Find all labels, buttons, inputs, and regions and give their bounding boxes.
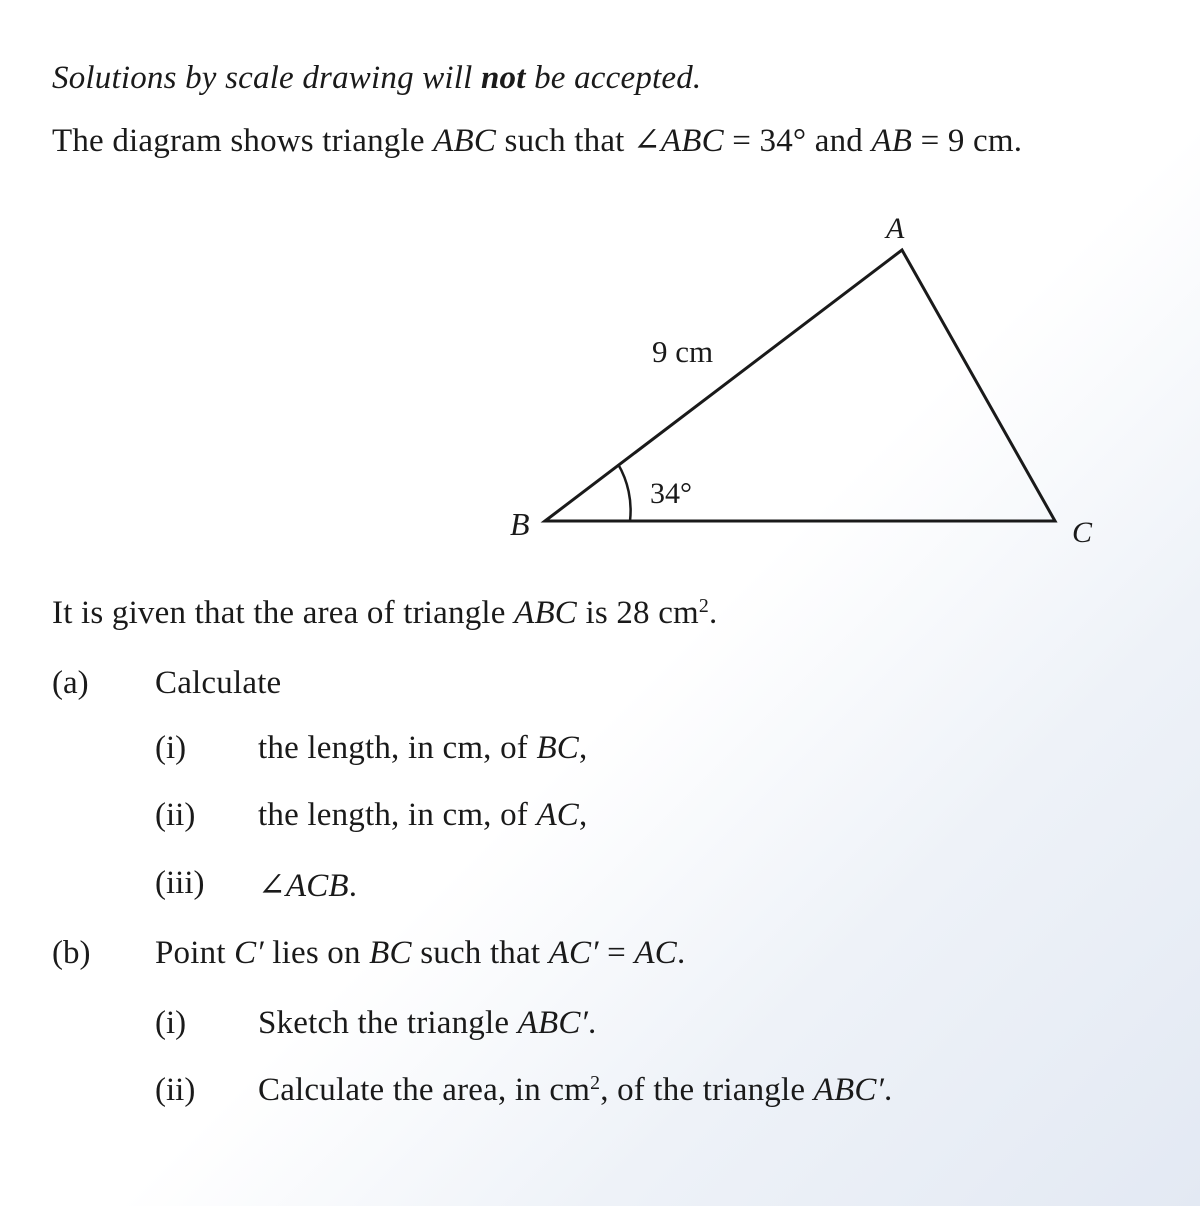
part-b-math-bc: BC [369,935,412,971]
intro-math-abc: ABC [433,123,497,159]
part-a-ii-math: AC [536,797,580,833]
intro-text: The diagram shows triangle [52,123,434,159]
part-a-i-math: BC [536,730,580,766]
angle-b-label: 34° [650,477,692,510]
part-a-iii-number: (iii) [155,865,205,901]
angle-b-arc [618,464,631,521]
instruction-emphasis: not [481,60,526,96]
part-a-i-number: (i) [155,730,187,766]
part-a-number: (a) [52,665,89,701]
vertex-a-label: A [886,212,905,245]
vertex-b-label: B [510,506,530,542]
intro-text-4: = 9 cm. [912,123,1023,159]
part-a-i-text: the length, in cm, of [258,730,537,766]
part-a-ii-end: , [579,797,588,833]
given-math-abc: ABC [514,595,578,631]
part-b-i-end: . [588,1005,597,1041]
part-a-iii-end: . [348,868,358,904]
part-b-math-ac: AC [634,935,677,971]
given-text-3: . [709,595,718,631]
part-b-ii-number: (ii) [155,1072,196,1108]
intro-text-2: such that [496,123,634,159]
part-b-number: (b) [52,935,91,971]
side-ab-label: 9 cm [652,334,714,369]
given-line [52,595,717,632]
part-a-ii-line [258,797,587,834]
part-a-ii-number: (ii) [155,797,196,833]
part-b-text-5: . [676,935,686,971]
part-b-line [155,935,685,972]
part-b-ii-text: Calculate the area, in cm [258,1072,591,1108]
intro-math-angle: ∠ABC [633,123,724,159]
instruction-text-end: be accepted. [525,60,702,96]
triangle-abc [545,250,1055,521]
vertex-c-label: C [1072,516,1093,549]
part-b-text-3: such that [411,935,549,971]
part-b-i-math: ABC′ [517,1005,589,1041]
instruction-text: Solutions by scale drawing will [52,60,481,96]
given-text-2: is 28 cm [577,595,699,631]
part-a-i-end: , [579,730,588,766]
part-b-text-4: = [598,935,635,971]
given-superscript: 2 [698,595,710,618]
part-b-i-line [258,1005,596,1042]
part-a-i-line [258,730,587,767]
part-a-ii-text: the length, in cm, of [258,797,537,833]
intro-text-3: = 34° and [723,123,872,159]
part-b-math-cprime: C′ [234,935,264,971]
part-b-ii-line [258,1072,892,1109]
part-b-ii-superscript: 2 [590,1072,601,1095]
intro-math-ab: AB [871,123,913,159]
part-b-text-2: lies on [263,935,370,971]
given-text: It is given that the area of triangle [52,595,515,631]
part-a-text: Calculate [155,665,282,701]
part-b-i-text: Sketch the triangle [258,1005,518,1041]
part-a-iii-line [258,865,357,905]
part-b-ii-text-2: , of the triangle [600,1072,814,1108]
part-b-math-acprime: AC′ [548,935,599,971]
part-b-i-number: (i) [155,1005,187,1041]
part-b-ii-end: . [884,1072,893,1108]
part-b-text: Point [155,935,235,971]
part-b-ii-math: ABC′ [813,1072,884,1108]
part-a-iii-math: ∠ACB [258,868,349,904]
